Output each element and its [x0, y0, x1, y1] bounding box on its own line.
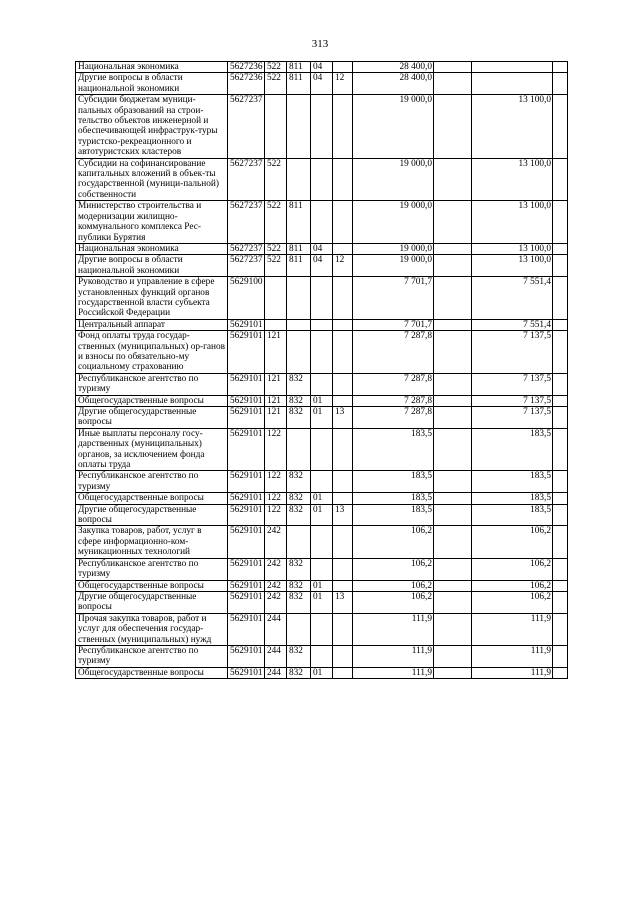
- empty-cell: [434, 580, 472, 591]
- section-code: [311, 331, 333, 374]
- amount-cell: [472, 62, 553, 73]
- expense-type-code: 121: [265, 373, 287, 395]
- amount-cell: 7 137,5: [472, 331, 553, 374]
- amount-cell: 19 000,0: [353, 201, 434, 244]
- ministry-code: 832: [287, 645, 311, 667]
- empty-cell: [553, 319, 568, 330]
- row-name: Республиканское агентство по туризму: [76, 373, 228, 395]
- row-name: Другие вопросы в области национальной экономики: [76, 255, 228, 277]
- empty-cell: [434, 277, 472, 320]
- section-code: 04: [311, 243, 333, 254]
- empty-cell: [434, 558, 472, 580]
- target-article-code: 5629101: [228, 558, 265, 580]
- amount-cell: 106,2: [472, 591, 553, 613]
- target-article-code: 5629101: [228, 667, 265, 678]
- ministry-code: [287, 158, 311, 201]
- ministry-code: 832: [287, 580, 311, 591]
- empty-cell: [553, 255, 568, 277]
- empty-cell: [553, 591, 568, 613]
- section-code: [311, 201, 333, 244]
- row-name: Общегосударственные вопросы: [76, 667, 228, 678]
- row-name: Иные выплаты персоналу госу-дарственных (муниципальных) органов, за исключением фонда оплаты труда: [76, 428, 228, 471]
- ministry-code: [287, 526, 311, 558]
- subsection-code: [333, 580, 353, 591]
- row-name: Субсидии бюджетам муници-пальных образований на строи-тельство объектов инженерной и обеспечивающей инфраструк-туры туристско-рекреационного и автотуристских кластеров: [76, 95, 228, 158]
- amount-cell: 7 701,7: [353, 277, 434, 320]
- amount-cell: 111,9: [472, 613, 553, 645]
- row-name: Другие общегосударственные вопросы: [76, 591, 228, 613]
- subsection-code: 12: [333, 73, 353, 95]
- empty-cell: [434, 62, 472, 73]
- amount-cell: 19 000,0: [353, 158, 434, 201]
- table-row: [76, 407, 568, 429]
- empty-cell: [553, 645, 568, 667]
- amount-cell: 19 000,0: [353, 255, 434, 277]
- row-name: Другие общегосударственные вопросы: [76, 504, 228, 526]
- empty-cell: [434, 331, 472, 374]
- expense-type-code: [265, 319, 287, 330]
- row-name: Национальная экономика: [76, 243, 228, 254]
- empty-cell: [434, 243, 472, 254]
- ministry-code: [287, 95, 311, 158]
- section-code: [311, 319, 333, 330]
- amount-cell: 183,5: [353, 428, 434, 471]
- subsection-code: 13: [333, 504, 353, 526]
- target-article-code: 5627237: [228, 201, 265, 244]
- empty-cell: [553, 504, 568, 526]
- table-row: [76, 591, 568, 613]
- empty-cell: [434, 526, 472, 558]
- empty-cell: [553, 667, 568, 678]
- ministry-code: [287, 613, 311, 645]
- empty-cell: [553, 73, 568, 95]
- empty-cell: [434, 319, 472, 330]
- target-article-code: 5629101: [228, 407, 265, 429]
- amount-cell: 7 287,8: [353, 395, 434, 406]
- section-code: 01: [311, 493, 333, 504]
- expense-type-code: 244: [265, 613, 287, 645]
- subsection-code: [333, 395, 353, 406]
- section-code: [311, 428, 333, 471]
- amount-cell: 183,5: [472, 471, 553, 493]
- row-name: Другие вопросы в области национальной экономики: [76, 73, 228, 95]
- row-name: Общегосударственные вопросы: [76, 580, 228, 591]
- subsection-code: [333, 526, 353, 558]
- target-article-code: 5629100: [228, 277, 265, 320]
- amount-cell: 183,5: [472, 504, 553, 526]
- table-row: [76, 558, 568, 580]
- subsection-code: [333, 277, 353, 320]
- section-code: [311, 526, 333, 558]
- subsection-code: [333, 201, 353, 244]
- empty-cell: [434, 471, 472, 493]
- expense-type-code: 242: [265, 591, 287, 613]
- expense-type-code: 122: [265, 493, 287, 504]
- section-code: [311, 645, 333, 667]
- amount-cell: 106,2: [472, 580, 553, 591]
- table-row: [76, 645, 568, 667]
- section-code: [311, 158, 333, 201]
- empty-cell: [553, 493, 568, 504]
- subsection-code: [333, 493, 353, 504]
- table-row: [76, 331, 568, 374]
- empty-cell: [553, 471, 568, 493]
- ministry-code: [287, 428, 311, 471]
- section-code: [311, 558, 333, 580]
- subsection-code: [333, 95, 353, 158]
- empty-cell: [553, 526, 568, 558]
- expense-type-code: 122: [265, 504, 287, 526]
- empty-cell: [434, 255, 472, 277]
- ministry-code: [287, 277, 311, 320]
- empty-cell: [434, 395, 472, 406]
- target-article-code: 5627237: [228, 255, 265, 277]
- ministry-code: 832: [287, 407, 311, 429]
- amount-cell: 7 137,5: [472, 373, 553, 395]
- expense-type-code: 122: [265, 428, 287, 471]
- expense-type-code: 122: [265, 471, 287, 493]
- table-row: [76, 95, 568, 158]
- amount-cell: 13 100,0: [472, 201, 553, 244]
- expense-type-code: [265, 95, 287, 158]
- ministry-code: 832: [287, 493, 311, 504]
- empty-cell: [434, 493, 472, 504]
- amount-cell: 106,2: [353, 591, 434, 613]
- table-row: [76, 277, 568, 320]
- row-name: Прочая закупка товаров, работ и услуг для обеспечения государ-ственных (муниципальных) нужд: [76, 613, 228, 645]
- amount-cell: 111,9: [353, 667, 434, 678]
- amount-cell: 28 400,0: [353, 73, 434, 95]
- expense-type-code: [265, 277, 287, 320]
- subsection-code: 13: [333, 591, 353, 613]
- amount-cell: 106,2: [472, 558, 553, 580]
- empty-cell: [553, 277, 568, 320]
- target-article-code: 5627237: [228, 95, 265, 158]
- table-row: [76, 73, 568, 95]
- target-article-code: 5629101: [228, 504, 265, 526]
- expense-type-code: 522: [265, 73, 287, 95]
- table-row: [76, 613, 568, 645]
- empty-cell: [553, 158, 568, 201]
- section-code: [311, 471, 333, 493]
- table-row: [76, 319, 568, 330]
- empty-cell: [434, 158, 472, 201]
- empty-cell: [553, 62, 568, 73]
- amount-cell: [472, 73, 553, 95]
- subsection-code: 13: [333, 407, 353, 429]
- target-article-code: 5629101: [228, 331, 265, 374]
- budget-table: [75, 61, 568, 679]
- row-name: Другие общегосударственные вопросы: [76, 407, 228, 429]
- empty-cell: [553, 201, 568, 244]
- expense-type-code: 522: [265, 201, 287, 244]
- section-code: 01: [311, 395, 333, 406]
- ministry-code: 832: [287, 471, 311, 493]
- amount-cell: 7 287,8: [353, 373, 434, 395]
- amount-cell: 183,5: [353, 493, 434, 504]
- expense-type-code: 522: [265, 158, 287, 201]
- target-article-code: 5629101: [228, 580, 265, 591]
- target-article-code: 5629101: [228, 428, 265, 471]
- amount-cell: 13 100,0: [472, 255, 553, 277]
- table-row: [76, 667, 568, 678]
- subsection-code: [333, 428, 353, 471]
- target-article-code: 5629101: [228, 319, 265, 330]
- empty-cell: [434, 613, 472, 645]
- table-row: [76, 62, 568, 73]
- amount-cell: 111,9: [472, 645, 553, 667]
- empty-cell: [434, 667, 472, 678]
- subsection-code: [333, 613, 353, 645]
- amount-cell: 111,9: [472, 667, 553, 678]
- empty-cell: [553, 95, 568, 158]
- ministry-code: 811: [287, 255, 311, 277]
- subsection-code: [333, 373, 353, 395]
- amount-cell: 106,2: [353, 558, 434, 580]
- expense-type-code: 121: [265, 395, 287, 406]
- subsection-code: [333, 331, 353, 374]
- expense-type-code: 242: [265, 580, 287, 591]
- ministry-code: 832: [287, 373, 311, 395]
- empty-cell: [553, 373, 568, 395]
- table-row: [76, 201, 568, 244]
- amount-cell: 19 000,0: [353, 95, 434, 158]
- expense-type-code: 522: [265, 243, 287, 254]
- empty-cell: [553, 243, 568, 254]
- section-code: 01: [311, 667, 333, 678]
- amount-cell: 106,2: [353, 580, 434, 591]
- amount-cell: 7 287,8: [353, 407, 434, 429]
- row-name: Республиканское агентство по туризму: [76, 645, 228, 667]
- empty-cell: [434, 428, 472, 471]
- amount-cell: 183,5: [353, 504, 434, 526]
- target-article-code: 5627236: [228, 73, 265, 95]
- amount-cell: 106,2: [472, 526, 553, 558]
- target-article-code: 5627237: [228, 243, 265, 254]
- amount-cell: 13 100,0: [472, 158, 553, 201]
- empty-cell: [553, 558, 568, 580]
- section-code: 01: [311, 407, 333, 429]
- section-code: 04: [311, 73, 333, 95]
- row-name: Центральный аппарат: [76, 319, 228, 330]
- section-code: 01: [311, 504, 333, 526]
- section-code: [311, 613, 333, 645]
- amount-cell: 7 137,5: [472, 407, 553, 429]
- empty-cell: [553, 407, 568, 429]
- table-row: [76, 428, 568, 471]
- table-row: [76, 471, 568, 493]
- expense-type-code: 242: [265, 526, 287, 558]
- subsection-code: [333, 558, 353, 580]
- ministry-code: 811: [287, 62, 311, 73]
- empty-cell: [434, 504, 472, 526]
- amount-cell: 183,5: [472, 428, 553, 471]
- section-code: [311, 277, 333, 320]
- empty-cell: [434, 201, 472, 244]
- ministry-code: 832: [287, 504, 311, 526]
- section-code: [311, 95, 333, 158]
- target-article-code: 5629101: [228, 395, 265, 406]
- table-row: [76, 395, 568, 406]
- amount-cell: 13 100,0: [472, 95, 553, 158]
- empty-cell: [434, 591, 472, 613]
- ministry-code: 832: [287, 667, 311, 678]
- table-body: [76, 62, 568, 679]
- subsection-code: 12: [333, 255, 353, 277]
- table-row: [76, 580, 568, 591]
- ministry-code: 832: [287, 395, 311, 406]
- target-article-code: 5629101: [228, 373, 265, 395]
- page-number: 313: [311, 38, 329, 50]
- target-article-code: 5627236: [228, 62, 265, 73]
- empty-cell: [434, 95, 472, 158]
- subsection-code: [333, 471, 353, 493]
- ministry-code: 811: [287, 201, 311, 244]
- table-row: [76, 158, 568, 201]
- empty-cell: [553, 428, 568, 471]
- subsection-code: [333, 645, 353, 667]
- amount-cell: 7 137,5: [472, 395, 553, 406]
- ministry-code: [287, 319, 311, 330]
- subsection-code: [333, 319, 353, 330]
- row-name: Субсидии на софинансирование капитальных вложений в объек-ты государственной (муници-пальной) собственности: [76, 158, 228, 201]
- empty-cell: [434, 373, 472, 395]
- amount-cell: 7 701,7: [353, 319, 434, 330]
- row-name: Общегосударственные вопросы: [76, 395, 228, 406]
- amount-cell: 183,5: [353, 471, 434, 493]
- target-article-code: 5627237: [228, 158, 265, 201]
- empty-cell: [434, 407, 472, 429]
- target-article-code: 5629101: [228, 613, 265, 645]
- amount-cell: 7 551,4: [472, 319, 553, 330]
- section-code: 04: [311, 62, 333, 73]
- subsection-code: [333, 667, 353, 678]
- ministry-code: 811: [287, 73, 311, 95]
- row-name: Закупка товаров, работ, услуг в сфере информационно-ком-муникационных технологий: [76, 526, 228, 558]
- amount-cell: 19 000,0: [353, 243, 434, 254]
- row-name: Руководство и управление в сфере установленных функций органов государственной власти субъекта Российской Федерации: [76, 277, 228, 320]
- table-row: [76, 243, 568, 254]
- section-code: 01: [311, 591, 333, 613]
- amount-cell: 7 551,4: [472, 277, 553, 320]
- expense-type-code: 242: [265, 558, 287, 580]
- row-name: Фонд оплаты труда государ-ственных (муниципальных) ор-ганов и взносы по обязательно-му социальному страхованию: [76, 331, 228, 374]
- empty-cell: [553, 395, 568, 406]
- table-row: [76, 255, 568, 277]
- amount-cell: 7 287,8: [353, 331, 434, 374]
- target-article-code: 5629101: [228, 591, 265, 613]
- amount-cell: 13 100,0: [472, 243, 553, 254]
- ministry-code: 832: [287, 591, 311, 613]
- table-row: [76, 526, 568, 558]
- row-name: Республиканское агентство по туризму: [76, 471, 228, 493]
- ministry-code: 832: [287, 558, 311, 580]
- expense-type-code: 244: [265, 645, 287, 667]
- empty-cell: [434, 73, 472, 95]
- empty-cell: [553, 580, 568, 591]
- expense-type-code: 121: [265, 407, 287, 429]
- target-article-code: 5629101: [228, 471, 265, 493]
- amount-cell: 111,9: [353, 613, 434, 645]
- expense-type-code: 522: [265, 255, 287, 277]
- expense-type-code: 121: [265, 331, 287, 374]
- amount-cell: 111,9: [353, 645, 434, 667]
- section-code: 04: [311, 255, 333, 277]
- subsection-code: [333, 62, 353, 73]
- expense-type-code: 244: [265, 667, 287, 678]
- ministry-code: 811: [287, 243, 311, 254]
- empty-cell: [553, 613, 568, 645]
- amount-cell: 28 400,0: [353, 62, 434, 73]
- amount-cell: 183,5: [472, 493, 553, 504]
- section-code: [311, 373, 333, 395]
- table-row: [76, 493, 568, 504]
- target-article-code: 5629101: [228, 526, 265, 558]
- row-name: Республиканское агентство по туризму: [76, 558, 228, 580]
- subsection-code: [333, 243, 353, 254]
- table-row: [76, 504, 568, 526]
- subsection-code: [333, 158, 353, 201]
- target-article-code: 5629101: [228, 493, 265, 504]
- table-row: [76, 373, 568, 395]
- section-code: 01: [311, 580, 333, 591]
- empty-cell: [553, 331, 568, 374]
- ministry-code: [287, 331, 311, 374]
- row-name: Национальная экономика: [76, 62, 228, 73]
- row-name: Общегосударственные вопросы: [76, 493, 228, 504]
- target-article-code: 5629101: [228, 645, 265, 667]
- row-name: Министерство строительства и модернизации жилищно-коммунального комплекса Рес-публики Бурятия: [76, 201, 228, 244]
- expense-type-code: 522: [265, 62, 287, 73]
- empty-cell: [434, 645, 472, 667]
- amount-cell: 106,2: [353, 526, 434, 558]
